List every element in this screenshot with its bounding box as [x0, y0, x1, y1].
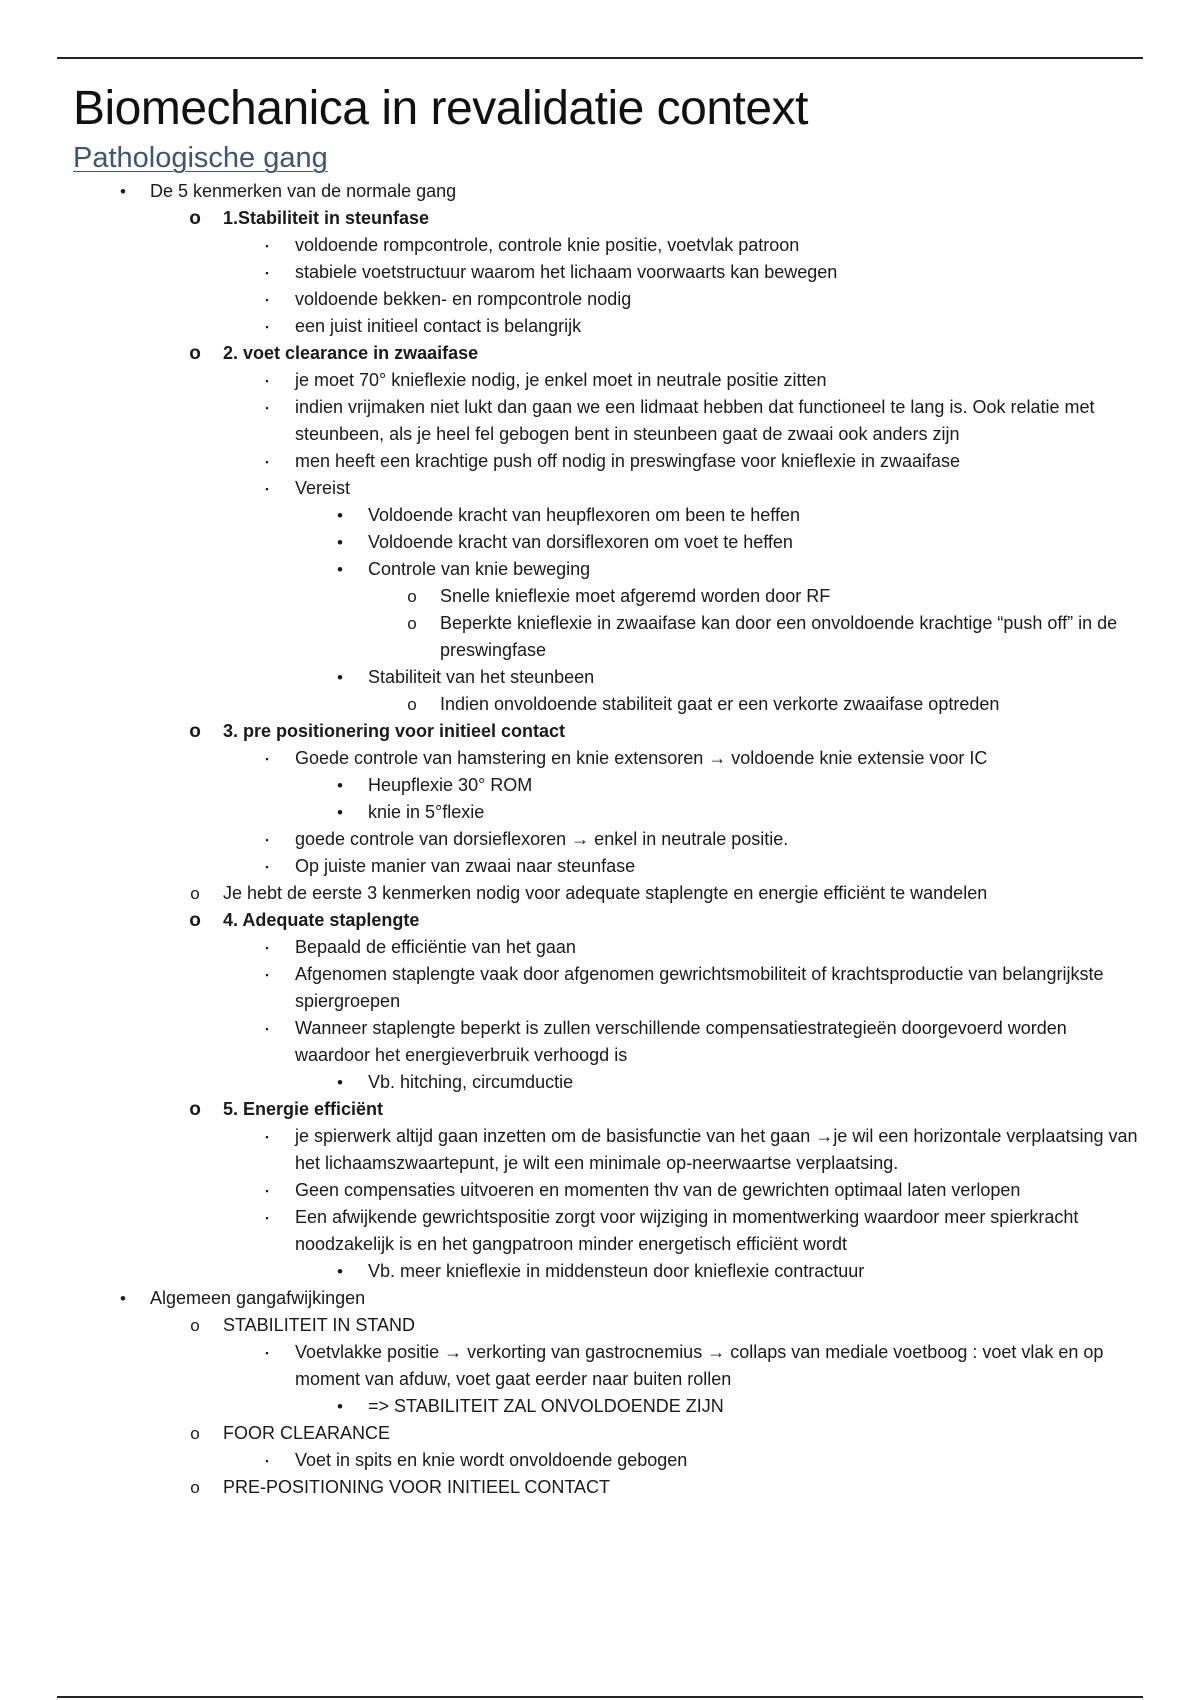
- list-item-text: 2. voet clearance in zwaaifase: [223, 343, 479, 363]
- dot-bullet-icon: •: [337, 506, 343, 525]
- list-item-text: je spierwerk altijd gaan inzetten om de basisfunctie van het gaan →je wil een horizontale verplaatsing van het lichaamszwaartepunt, je wilt een minimale op-neerwaartse verplaatsing.: [295, 1126, 1138, 1173]
- circle-bullet-icon: o: [190, 1316, 200, 1335]
- list-item-text: Voldoende kracht van dorsiflexoren om voet te heffen: [368, 532, 793, 552]
- list-item-text: Stabiliteit van het steunbeen: [368, 667, 595, 687]
- list-item: [73, 286, 1143, 313]
- list-item: [73, 583, 1143, 610]
- list-item-text: Je hebt de eerste 3 kenmerken nodig voor adequate staplengte en energie efficiënt te wandelen: [223, 883, 988, 903]
- list-item: [73, 799, 1143, 826]
- square-bullet-icon: ▪: [265, 1348, 269, 1358]
- list-item-text: Indien onvoldoende stabiliteit gaat er een verkorte zwaaifase optreden: [440, 694, 1000, 714]
- list-item: [73, 880, 1143, 907]
- list-item: [73, 448, 1143, 475]
- list-item-text: Voetvlakke positie → verkorting van gastrocnemius → collaps van mediale voetboog : voet vlak en op moment van afduw, voet gaat eerder naar buiten rollen: [295, 1342, 1104, 1389]
- square-bullet-icon: ▪: [265, 1024, 269, 1034]
- list-item: [73, 772, 1143, 799]
- list-item: [73, 1123, 1143, 1177]
- list-item-text: Goede controle van hamstering en knie extensoren → voldoende knie extensie voor IC: [295, 748, 988, 768]
- list-item-text: een juist initieel contact is belangrijk: [295, 316, 582, 336]
- circle-bullet-icon: o: [189, 1099, 201, 1120]
- list-item-text: Voldoende kracht van heupflexoren om been te heffen: [368, 505, 800, 525]
- list-item-text: Vereist: [295, 478, 351, 498]
- square-bullet-icon: ▪: [265, 835, 269, 845]
- list-item-text: 4. Adequate staplengte: [223, 910, 420, 930]
- circle-bullet-icon: o: [189, 721, 201, 742]
- list-item: [73, 934, 1143, 961]
- list-item: [73, 178, 1143, 205]
- list-item: [73, 1285, 1143, 1312]
- list-item-text: Afgenomen staplengte vaak door afgenomen gewrichtsmobiliteit of krachtsproductie van belangrijkste spiergroepen: [295, 964, 1104, 1011]
- square-bullet-icon: ▪: [265, 1213, 269, 1223]
- list-item-text: => STABILITEIT ZAL ONVOLDOENDE ZIJN: [368, 1396, 724, 1416]
- list-item-text: 3. pre positionering voor initieel contact: [223, 721, 566, 741]
- square-bullet-icon: ▪: [265, 754, 269, 764]
- list-item-text: Vb. meer knieflexie in middensteun door knieflexie contractuur: [368, 1261, 865, 1281]
- list-item: [73, 232, 1143, 259]
- list-item: [73, 826, 1143, 853]
- circle-bullet-icon: o: [190, 1424, 200, 1443]
- list-item-text: je moet 70° knieflexie nodig, je enkel moet in neutrale positie zitten: [295, 370, 827, 390]
- circle-bullet-icon: o: [189, 343, 201, 364]
- list-item-text: Vb. hitching, circumductie: [368, 1072, 574, 1092]
- list-item-text: stabiele voetstructuur waarom het lichaam voorwaarts kan bewegen: [295, 262, 838, 282]
- circle-bullet-icon: o: [407, 614, 417, 633]
- square-bullet-icon: ▪: [265, 403, 269, 413]
- list-item-text: Wanneer staplengte beperkt is zullen verschillende compensatiestrategieën doorgevoerd worden waardoor het energieverbruik verhoogd is: [295, 1018, 1067, 1065]
- dot-bullet-icon: •: [120, 1289, 126, 1308]
- footer-rule: [57, 1696, 1143, 1698]
- list-item: [73, 1069, 1143, 1096]
- document-title: Biomechanica in revalidatie context: [73, 82, 808, 135]
- section-heading: Pathologische gang: [73, 142, 328, 174]
- list-item-text: knie in 5°flexie: [368, 802, 485, 822]
- list-item-text: De 5 kenmerken van de normale gang: [150, 181, 457, 201]
- list-item: [73, 745, 1143, 772]
- list-item: [73, 1312, 1143, 1339]
- list-item: [73, 610, 1143, 664]
- list-item-text: PRE-POSITIONING VOOR INITIEEL CONTACT: [223, 1477, 611, 1497]
- list-item-text: 1.Stabiliteit in steunfase: [223, 208, 430, 228]
- list-item: [73, 259, 1143, 286]
- list-item: [73, 664, 1143, 691]
- list-item: [73, 1204, 1143, 1258]
- list-item: [73, 313, 1143, 340]
- list-item-text: Algemeen gangafwijkingen: [150, 1288, 366, 1308]
- square-bullet-icon: ▪: [265, 376, 269, 386]
- circle-bullet-icon: o: [189, 910, 201, 931]
- list-item-text: voldoende bekken- en rompcontrole nodig: [295, 289, 632, 309]
- list-item-text: FOOR CLEARANCE: [223, 1423, 391, 1443]
- list-item-text: indien vrijmaken niet lukt dan gaan we een lidmaat hebben dat functioneel te lang is. Ook relatie met steunbeen, als je heel fel gebogen bent in steunbeen gaat de zwaai ook anders zijn: [295, 397, 1095, 444]
- list-item: [73, 475, 1143, 502]
- list-item-text: Beperkte knieflexie in zwaaifase kan door een onvoldoende krachtige “push off” in de preswingfase: [440, 613, 1118, 660]
- list-item: [73, 1096, 1143, 1123]
- square-bullet-icon: ▪: [265, 862, 269, 872]
- list-item-text: 5. Energie efficiënt: [223, 1099, 384, 1119]
- list-item: [73, 556, 1143, 583]
- square-bullet-icon: ▪: [265, 1186, 269, 1196]
- list-item-text: Op juiste manier van zwaai naar steunfase: [295, 856, 636, 876]
- square-bullet-icon: ▪: [265, 1132, 269, 1142]
- list-item: [73, 853, 1143, 880]
- list-item-text: voldoende rompcontrole, controle knie positie, voetvlak patroon: [295, 235, 800, 255]
- list-item-text: goede controle van dorsieflexoren → enkel in neutrale positie.: [295, 829, 789, 849]
- list-item: [73, 961, 1143, 1015]
- header-rule: [57, 57, 1143, 59]
- list-item-text: STABILITEIT IN STAND: [223, 1315, 416, 1335]
- list-item: [73, 1474, 1143, 1501]
- dot-bullet-icon: •: [337, 1397, 343, 1416]
- list-item-text: Bepaald de efficiëntie van het gaan: [295, 937, 576, 957]
- list-item: [73, 718, 1143, 745]
- list-item: [73, 1393, 1143, 1420]
- list-item: [73, 394, 1143, 448]
- circle-bullet-icon: o: [407, 695, 417, 714]
- dot-bullet-icon: •: [337, 1073, 343, 1092]
- list-item: [73, 340, 1143, 367]
- square-bullet-icon: ▪: [265, 241, 269, 251]
- list-item: [73, 502, 1143, 529]
- list-item: [73, 1258, 1143, 1285]
- list-item: [73, 1447, 1143, 1474]
- list-item-text: men heeft een krachtige push off nodig in preswingfase voor knieflexie in zwaaifase: [295, 451, 961, 471]
- list-item: [73, 1420, 1143, 1447]
- dot-bullet-icon: •: [337, 776, 343, 795]
- square-bullet-icon: ▪: [265, 484, 269, 494]
- list-item: [73, 367, 1143, 394]
- list-item-text: Geen compensaties uitvoeren en momenten thv van de gewrichten optimaal laten verlopen: [295, 1180, 1021, 1200]
- dot-bullet-icon: •: [120, 182, 126, 201]
- list-item-text: Een afwijkende gewrichtspositie zorgt voor wijziging in momentwerking waardoor meer spierkracht noodzakelijk is en het gangpatroon minder energetisch efficiënt wordt: [295, 1207, 1079, 1254]
- document-page: [73, 78, 1143, 1501]
- list-item-text: Controle van knie beweging: [368, 559, 591, 579]
- dot-bullet-icon: •: [337, 1262, 343, 1281]
- list-item: [73, 205, 1143, 232]
- square-bullet-icon: ▪: [265, 268, 269, 278]
- list-item: [73, 907, 1143, 934]
- list-item: [73, 529, 1143, 556]
- dot-bullet-icon: •: [337, 668, 343, 687]
- list-item-text: Voet in spits en knie wordt onvoldoende gebogen: [295, 1450, 688, 1470]
- circle-bullet-icon: o: [407, 587, 417, 606]
- square-bullet-icon: ▪: [265, 322, 269, 332]
- circle-bullet-icon: o: [190, 1478, 200, 1497]
- list-item: [73, 691, 1143, 718]
- dot-bullet-icon: •: [337, 533, 343, 552]
- list-item: [73, 1177, 1143, 1204]
- outline-list: [73, 178, 1143, 1501]
- square-bullet-icon: ▪: [265, 943, 269, 953]
- square-bullet-icon: ▪: [265, 970, 269, 980]
- square-bullet-icon: ▪: [265, 1456, 269, 1466]
- list-item-text: Snelle knieflexie moet afgeremd worden door RF: [440, 586, 831, 606]
- circle-bullet-icon: o: [189, 208, 201, 229]
- circle-bullet-icon: o: [190, 884, 200, 903]
- list-item-text: Heupflexie 30° ROM: [368, 775, 533, 795]
- dot-bullet-icon: •: [337, 560, 343, 579]
- dot-bullet-icon: •: [337, 803, 343, 822]
- square-bullet-icon: ▪: [265, 295, 269, 305]
- list-item: [73, 1339, 1143, 1393]
- list-item: [73, 1015, 1143, 1069]
- square-bullet-icon: ▪: [265, 457, 269, 467]
